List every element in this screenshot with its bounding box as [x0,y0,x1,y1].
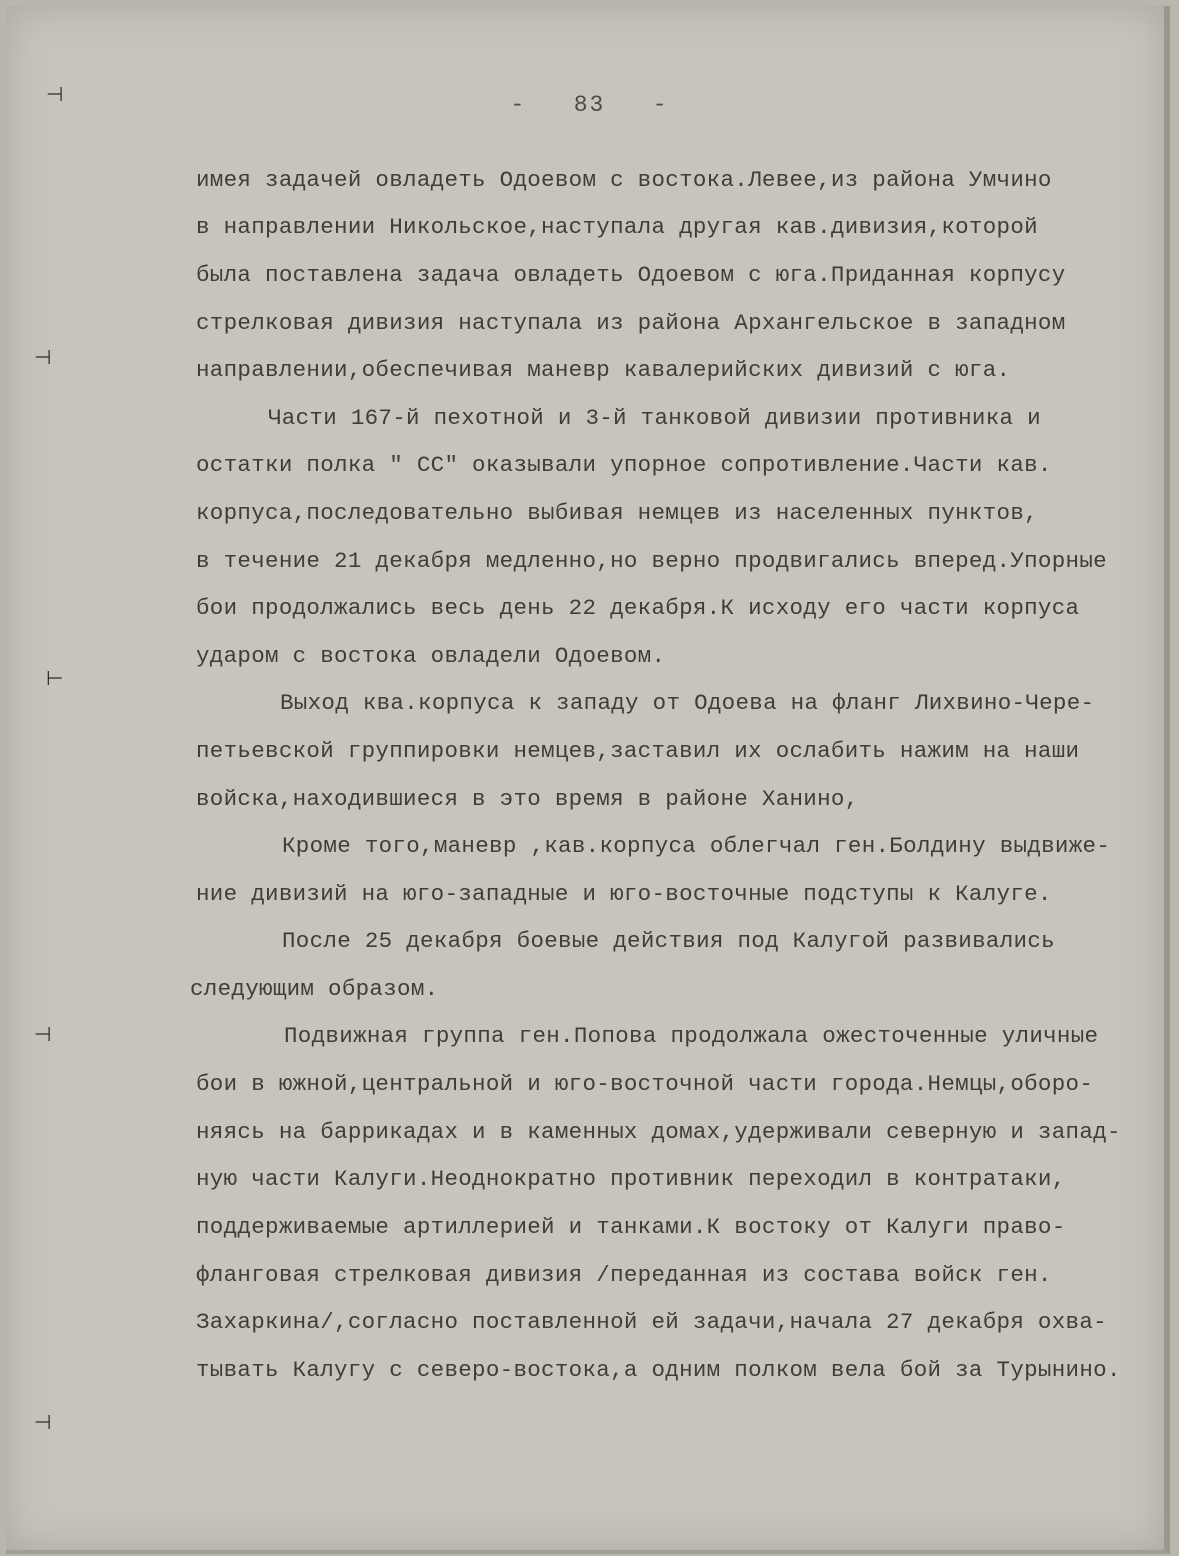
text-line: Части 167-й пехотной и 3-й танковой дивизии противника и [268,405,1041,431]
text-line: бои в южной,центральной и юго-восточной части города.Немцы,оборо- [196,1071,1094,1097]
text-line: следующим образом. [190,976,439,1002]
text-line: Захаркина/,согласно поставленной ей задачи,начала 27 декабря охва- [196,1309,1107,1335]
text-line: стрелковая дивизия наступала из района Архангельское в западном [196,310,1066,336]
text-line: поддерживаемые артиллерией и танками.К востоку от Калуги право- [196,1214,1066,1240]
binder-hole-mark: ⊢ [46,666,64,690]
text-line: корпуса,последовательно выбивая немцев из населенных пунктов, [196,500,1038,526]
text-line: войска,находившиеся в это время в районе Ханино, [196,786,859,812]
page-number: - 83 - [510,92,669,118]
binder-hole-mark: ⊣ [46,82,64,106]
text-line: Кроме того,маневр ,кав.корпуса облегчал ген.Болдину выдвиже- [282,833,1111,859]
text-line: ную части Калуги.Неоднократно противник переходил в контратаки, [196,1166,1066,1192]
text-line: няясь на баррикадах и в каменных домах,удерживали северную и запад- [196,1119,1121,1145]
text-line: После 25 декабря боевые действия под Калугой развивались [282,928,1055,954]
text-line: фланговая стрелковая дивизия /переданная из состава войск ген. [196,1262,1052,1288]
text-line: в направлении Никольское,наступала другая кав.дивизия,которой [196,214,1038,240]
binder-hole-mark: ⊣ [34,345,52,369]
text-line: в течение 21 декабря медленно,но верно продвигались вперед.Упорные [196,548,1107,574]
text-line: петьевской группировки немцев,заставил их ослабить нажим на наши [196,738,1080,764]
text-line: имея задачей овладеть Одоевом с востока.Левее,из района Умчино [196,167,1052,193]
text-line: Подвижная группа ген.Попова продолжала ожесточенные уличные [284,1023,1099,1049]
text-line: тывать Калугу с северо-востока,а одним полком вела бой за Турынино. [196,1357,1121,1383]
text-line: остатки полка " СС" оказывали упорное сопротивление.Части кав. [196,452,1052,478]
text-line: бои продолжались весь день 22 декабря.К исходу его части корпуса [196,595,1080,621]
text-line: Выход ква.корпуса к западу от Одоева на фланг Лихвино-Чере- [280,690,1095,716]
text-line: ударом с востока овладели Одоевом. [196,643,666,669]
binder-hole-mark: ⊣ [34,1410,52,1434]
binder-hole-mark: ⊣ [34,1022,52,1046]
text-line: направлении,обеспечивая маневр кавалерийских дивизий с юга. [196,357,1011,383]
text-line: ние дивизий на юго-западные и юго-восточные подступы к Калуге. [196,881,1052,907]
text-line: была поставлена задача овладеть Одоевом с юга.Приданная корпусу [196,262,1066,288]
